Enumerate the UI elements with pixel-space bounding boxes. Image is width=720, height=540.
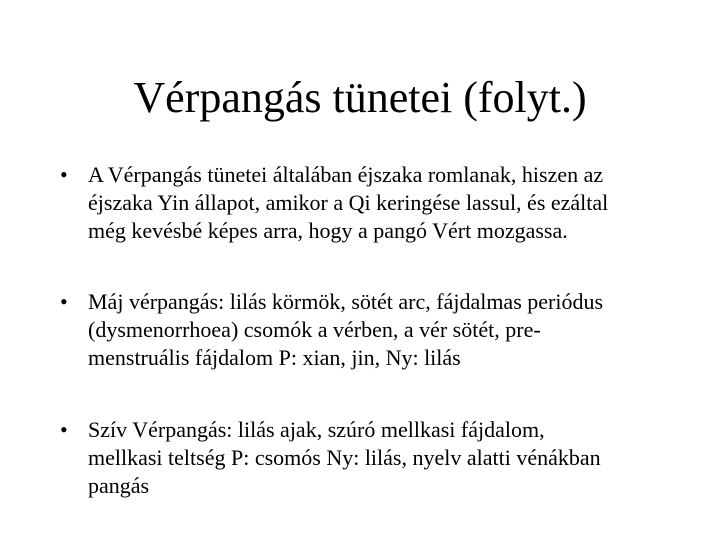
bullet-line: mellkasi teltség P: csomós Ny: lilás, nyelv alatti vénákban <box>88 445 601 470</box>
bullet-dot-icon: • <box>60 162 68 187</box>
bullet-line: éjszaka Yin állapot, amikor a Qi keringése lassul, és ezáltal <box>88 190 609 215</box>
bullet-item-heart-blood-stasis <box>60 416 680 500</box>
bullet-line: Szív Vérpangás: lilás ajak, szúró mellkasi fájdalom, <box>88 417 545 442</box>
bullet-line: pangás <box>88 473 150 498</box>
bullet-line: még kevésbé képes arra, hogy a pangó Vért mozgassa. <box>88 218 568 243</box>
bullet-dot-icon: • <box>60 417 68 442</box>
bullet-line: (dysmenorrhoea) csomók a vérben, a vér sötét, pre- <box>88 317 541 342</box>
bullet-line: Máj vérpangás: lilás körmök, sötét arc, fájdalmas periódus <box>88 289 604 314</box>
bullet-item-liver-blood-stasis <box>60 288 680 372</box>
bullet-dot-icon: • <box>60 289 68 314</box>
slide-title: Vérpangás tünetei (folyt.) <box>133 73 587 122</box>
bullet-line: menstruális fájdalom P: xian, jin, Ny: lilás <box>88 345 461 370</box>
bullet-item-night-worsening <box>60 161 680 245</box>
bullet-line: A Vérpangás tünetei általában éjszaka romlanak, hiszen az <box>88 162 604 187</box>
